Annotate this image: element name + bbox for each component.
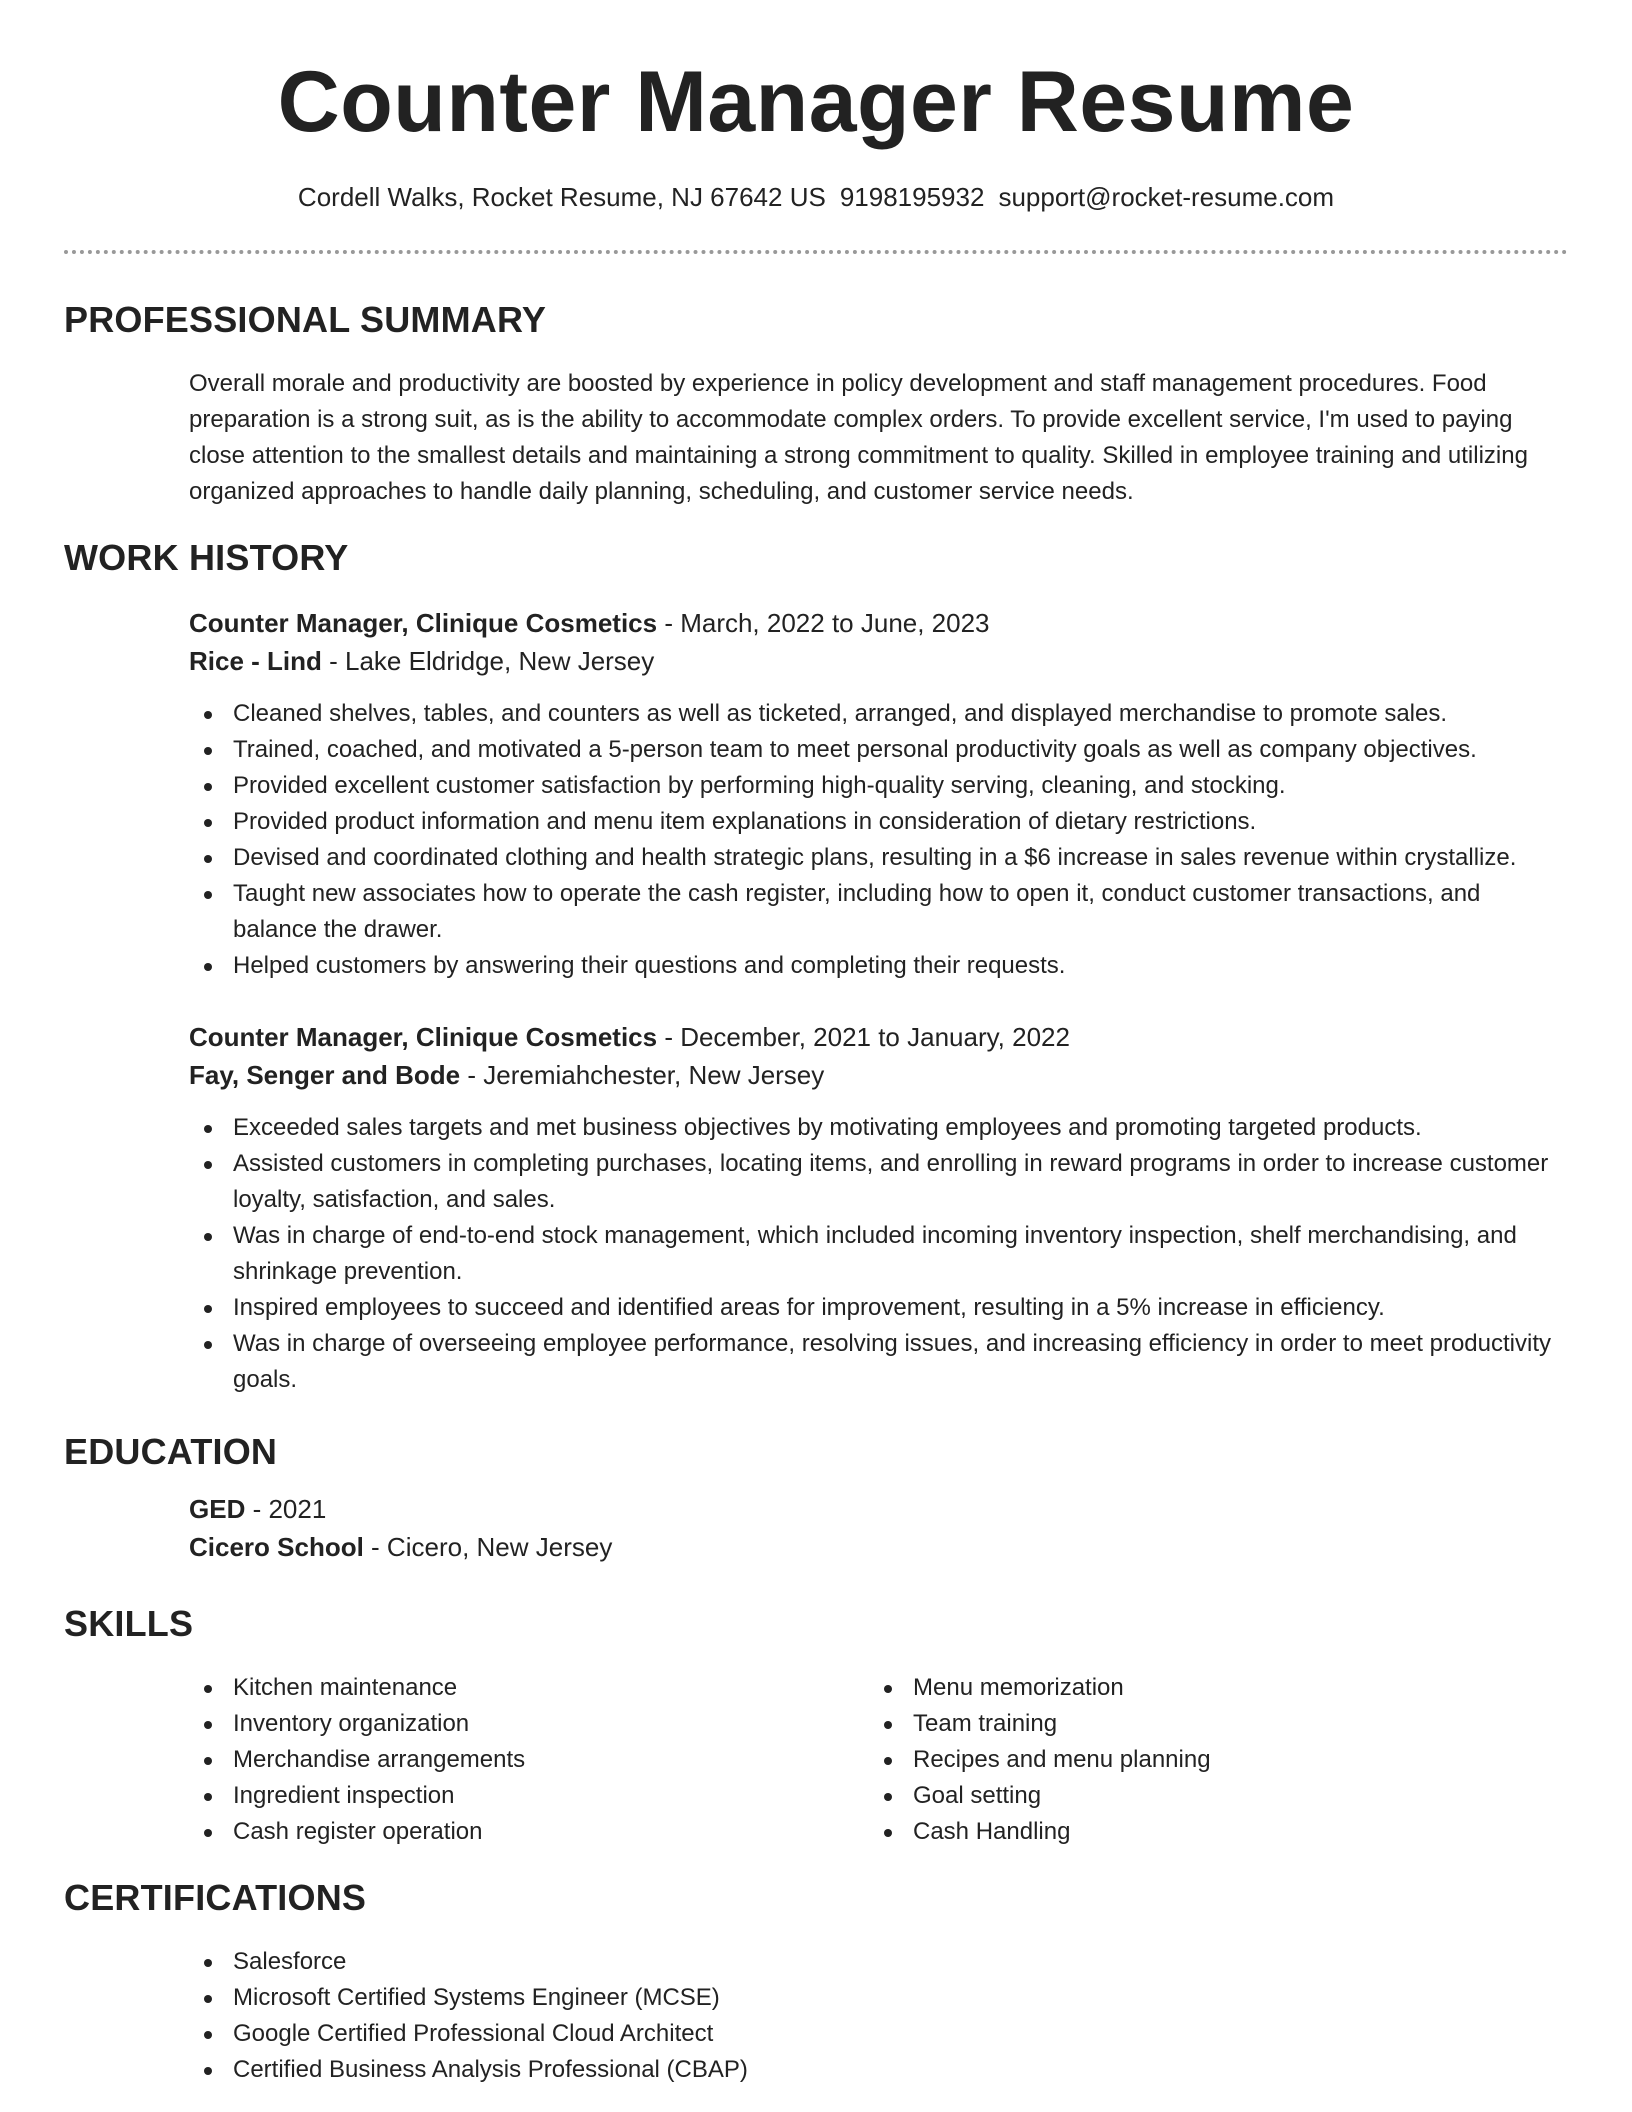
job-duty: Cleaned shelves, tables, and counters as well as ticketed, arranged, and displayed merchandise to promote sales. bbox=[189, 696, 1569, 732]
education-degree: GED bbox=[189, 1494, 246, 1524]
summary-text: Overall morale and productivity are boosted by experience in policy development and staff management procedures. Food preparation is a strong suit, as is the ability to accommodate complex orders. To provide excellent service, I'm used to paying close attention to the smallest details and maintaining a strong commitment to quality. Skilled in employee training and utilizing organized approaches to handle daily planning, scheduling, and customer service needs. bbox=[189, 370, 1528, 505]
education-school-line bbox=[189, 1528, 1569, 1566]
resume-title: Counter Manager Resume bbox=[277, 54, 1355, 150]
job-duty: Was in charge of end-to-end stock management, which included incoming inventory inspection, shelf merchandising, and shrinkage prevention. bbox=[189, 1218, 1569, 1290]
job-title-line bbox=[189, 604, 1569, 642]
skill-item: Merchandise arrangements bbox=[189, 1742, 869, 1778]
skill-item: Inventory organization bbox=[189, 1706, 869, 1742]
certifications-list bbox=[189, 1944, 1569, 2088]
skill-item: Team training bbox=[869, 1706, 1549, 1742]
job-entry bbox=[189, 604, 1569, 984]
contact-email: support@rocket-resume.com bbox=[998, 182, 1335, 212]
job-duty: Exceeded sales targets and met business objectives by motivating employees and promoting targeted products. bbox=[189, 1110, 1569, 1146]
education-entry bbox=[189, 1490, 1569, 1566]
summary-heading: PROFESSIONAL SUMMARY bbox=[64, 299, 547, 340]
contact-phone: 9198195932 bbox=[839, 182, 985, 212]
skill-item: Goal setting bbox=[869, 1778, 1549, 1814]
skill-item: Kitchen maintenance bbox=[189, 1670, 869, 1706]
skills-list bbox=[189, 1670, 1569, 1850]
skills-column-left bbox=[189, 1670, 869, 1850]
certification-item: Salesforce bbox=[189, 1944, 1569, 1980]
job-duty: Taught new associates how to operate the cash register, including how to open it, conduct customer transactions, and balance the drawer. bbox=[189, 876, 1569, 948]
education-location: - Cicero, New Jersey bbox=[363, 1532, 613, 1562]
job-location: - Lake Eldridge, New Jersey bbox=[321, 646, 655, 676]
job-duty: Assisted customers in completing purchases, locating items, and enrolling in reward programs in order to increase customer loyalty, satisfaction, and sales. bbox=[189, 1146, 1569, 1218]
job-duty: Helped customers by answering their questions and completing their requests. bbox=[189, 948, 1569, 984]
job-dates: - March, 2022 to June, 2023 bbox=[657, 608, 990, 638]
job-title: Counter Manager, Clinique Cosmetics bbox=[189, 1022, 658, 1052]
job-company: Fay, Senger and Bode bbox=[189, 1060, 461, 1090]
certification-item: Google Certified Professional Cloud Architect bbox=[189, 2016, 1569, 2052]
job-location: - Jeremiahchester, New Jersey bbox=[460, 1060, 825, 1090]
work-history-heading: WORK HISTORY bbox=[64, 537, 349, 578]
job-duties bbox=[189, 696, 1569, 984]
job-entry bbox=[189, 1018, 1569, 1398]
contact-line bbox=[0, 181, 1632, 213]
certifications-heading: CERTIFICATIONS bbox=[64, 1877, 367, 1918]
skill-item: Menu memorization bbox=[869, 1670, 1549, 1706]
certification-item: Microsoft Certified Systems Engineer (MCSE) bbox=[189, 1980, 1569, 2016]
job-title: Counter Manager, Clinique Cosmetics bbox=[189, 608, 658, 638]
header-divider bbox=[64, 250, 1568, 254]
skill-item: Ingredient inspection bbox=[189, 1778, 869, 1814]
job-company: Rice - Lind bbox=[189, 646, 322, 676]
contact-address: Cordell Walks, Rocket Resume, NJ 67642 US bbox=[297, 182, 826, 212]
education-school: Cicero School bbox=[189, 1532, 364, 1562]
skill-item: Recipes and menu planning bbox=[869, 1742, 1549, 1778]
skills-heading: SKILLS bbox=[64, 1603, 194, 1644]
education-degree-line bbox=[189, 1490, 1569, 1528]
job-dates: - December, 2021 to January, 2022 bbox=[657, 1022, 1070, 1052]
job-duty: Inspired employees to succeed and identified areas for improvement, resulting in a 5% increase in efficiency. bbox=[189, 1290, 1569, 1326]
job-duty: Trained, coached, and motivated a 5-person team to meet personal productivity goals as well as company objectives. bbox=[189, 732, 1569, 768]
job-title-line bbox=[189, 1018, 1569, 1056]
skill-item: Cash Handling bbox=[869, 1814, 1549, 1850]
job-duty: Was in charge of overseeing employee performance, resolving issues, and increasing efficiency in order to meet productivity goals. bbox=[189, 1326, 1569, 1398]
skills-column-right bbox=[869, 1670, 1549, 1850]
education-year: - 2021 bbox=[245, 1494, 327, 1524]
job-duty: Provided product information and menu item explanations in consideration of dietary restrictions. bbox=[189, 804, 1569, 840]
job-duties bbox=[189, 1110, 1569, 1398]
education-heading: EDUCATION bbox=[64, 1431, 278, 1472]
job-duty: Provided excellent customer satisfaction by performing high-quality serving, cleaning, and stocking. bbox=[189, 768, 1569, 804]
job-company-line bbox=[189, 642, 1569, 680]
job-duty: Devised and coordinated clothing and health strategic plans, resulting in a $6 increase in sales revenue within crystallize. bbox=[189, 840, 1569, 876]
certification-item: Certified Business Analysis Professional (CBAP) bbox=[189, 2052, 1569, 2088]
skill-item: Cash register operation bbox=[189, 1814, 869, 1850]
job-company-line bbox=[189, 1056, 1569, 1094]
